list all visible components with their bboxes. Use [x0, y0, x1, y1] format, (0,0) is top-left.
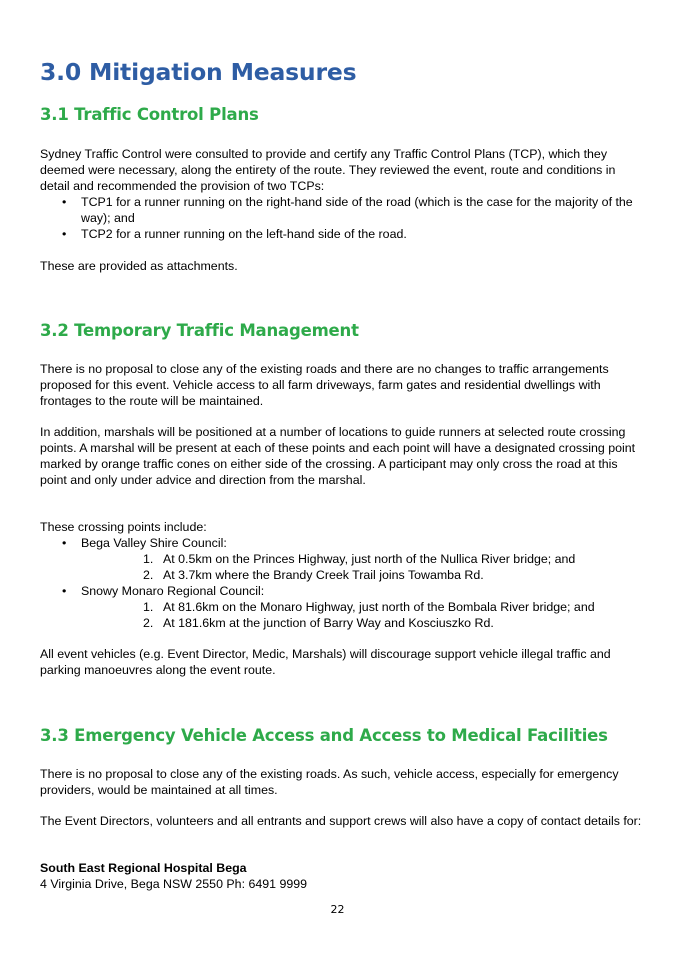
subsection-heading-emergency-vehicle-access: 3.3 Emergency Vehicle Access and Access to Medical Facilities: [40, 726, 608, 745]
tcp2-bullet: • TCP2 for a runner running on the left-hand side of the road.: [40, 226, 645, 242]
hospital-address: 4 Virginia Drive, Bega NSW 2550 Ph: 6491 9999: [40, 877, 308, 891]
crossing-points-block: [40, 519, 645, 631]
hospital-name: South East Regional Hospital Bega: [40, 861, 247, 875]
emergency-access-paragraph: There is no proposal to close any of the existing roads. As such, vehicle access, especially for emergency providers, would be maintained at all times.: [40, 767, 619, 797]
council-list: [40, 535, 645, 631]
list-number: 2.: [143, 616, 154, 630]
page-number: 22: [330, 903, 345, 916]
tcp1-bullet: • TCP1 for a runner running on the right-hand side of the road (which is the case for the majority of the way); and: [40, 194, 645, 226]
crossing-point-text: At 81.6km on the Monaro Highway, just north of the Bombala River bridge; and: [163, 600, 595, 614]
contact-details-paragraph: The Event Directors, volunteers and all entrants and support crews will also have a copy of contact details for:: [40, 814, 642, 828]
crossing-point-item: [81, 567, 645, 583]
list-number: 1.: [143, 552, 154, 566]
subsection-heading-temporary-traffic-management: 3.2 Temporary Traffic Management: [40, 321, 359, 340]
attachments-paragraph: These are provided as attachments.: [40, 259, 238, 273]
list-number: 1.: [143, 600, 154, 614]
council-item-snowy-monaro: [40, 583, 645, 631]
hospital-contact: [40, 860, 645, 892]
crossing-point-text: At 0.5km on the Princes Highway, just north of the Nullica River bridge; and: [163, 552, 576, 566]
council-item-bega-valley: [40, 535, 645, 583]
council-name: Snowy Monaro Regional Council:: [81, 584, 265, 598]
traffic-control-plans-body: [40, 146, 645, 242]
crossing-point-item: [81, 599, 645, 615]
crossing-point-text: At 3.7km where the Brandy Creek Trail joins Towamba Rd.: [163, 568, 484, 582]
tcp-bullet-list: [40, 194, 645, 242]
list-number: 2.: [143, 568, 154, 582]
council-name: Bega Valley Shire Council:: [81, 536, 227, 550]
subsection-heading-traffic-control-plans: 3.1 Traffic Control Plans: [40, 105, 259, 124]
no-road-closure-paragraph: There is no proposal to close any of the existing roads and there are no changes to traffic arrangements proposed for this event. Vehicle access to all farm driveways, farm gates and residential dwellings with frontages to the route will be maintained.: [40, 362, 609, 408]
crossing-point-list: [81, 599, 645, 631]
crossing-point-item: [81, 551, 645, 567]
crossing-point-text: At 181.6km at the junction of Barry Way and Kosciuszko Rd.: [163, 616, 494, 630]
crossing-point-list: [81, 551, 645, 583]
tcp-intro-paragraph: Sydney Traffic Control were consulted to provide and certify any Traffic Control Plans (TCP), which they deemed were necessary, along the entirety of the route. They reviewed the event, route and conditions in detail and recommended the provision of two TCPs:: [40, 147, 616, 193]
crossing-point-item: [81, 615, 645, 631]
marshals-paragraph: In addition, marshals will be positioned at a number of locations to guide runners at selected route crossing points. A marshal will be present at each of these points and each point will have a designated crossing point marked by orange traffic cones on either side of the crossing. A participant may only cross the road at this point and only under advice and direction from the marshal.: [40, 425, 636, 487]
section-heading-mitigation-measures: 3.0 Mitigation Measures: [40, 58, 357, 86]
event-vehicles-paragraph: All event vehicles (e.g. Event Director, Medic, Marshals) will discourage support vehicle illegal traffic and parking manoeuvres along the event route.: [40, 647, 611, 677]
crossing-points-intro: These crossing points include:: [40, 520, 207, 534]
